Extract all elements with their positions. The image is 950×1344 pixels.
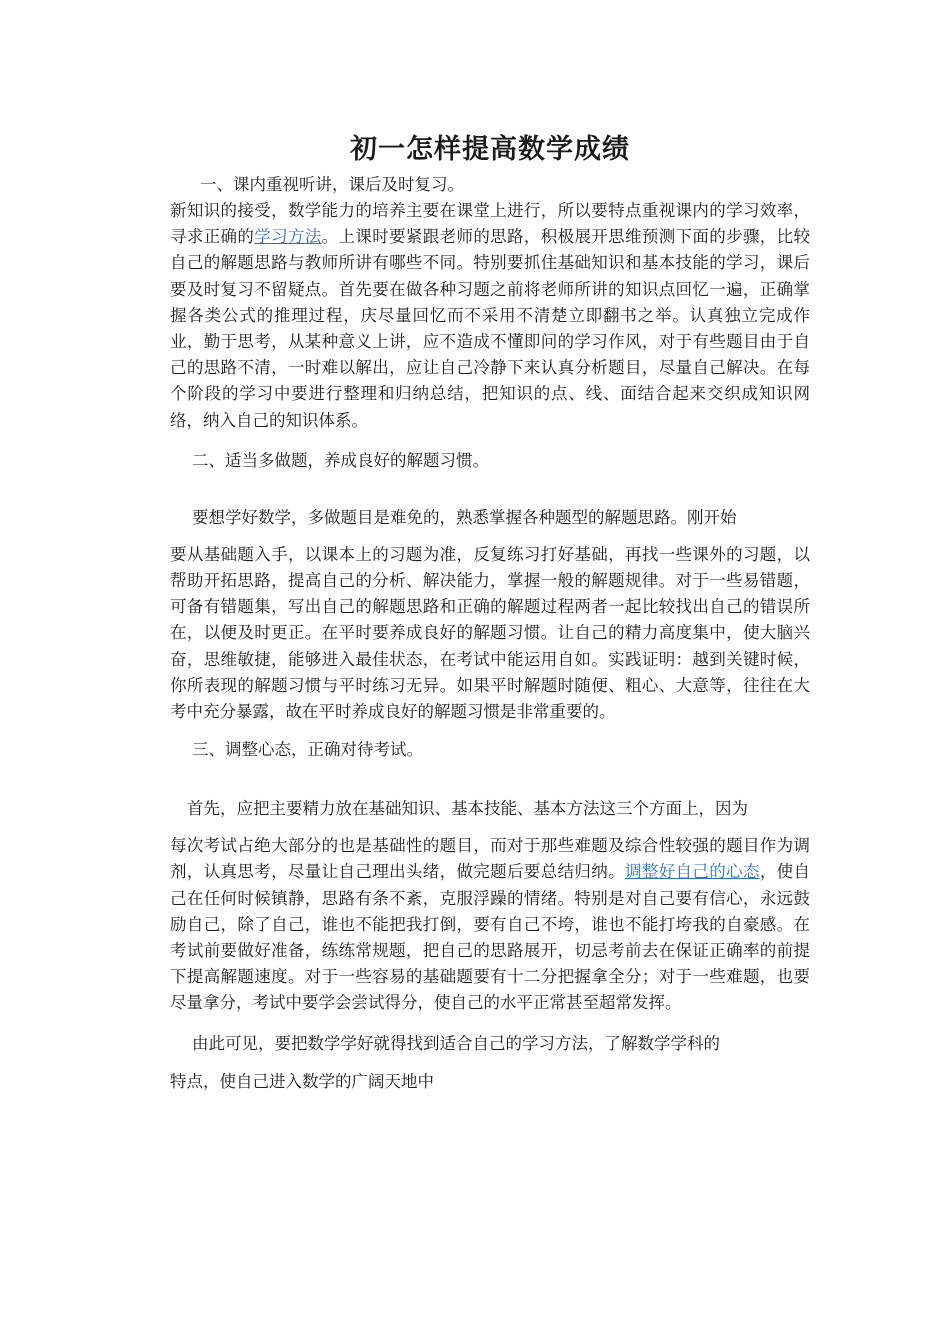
section-1-text-a: 新知识的接受，数学能力的培养主要在课堂上进行，所以要特点重视课内的学习效率，寻求正确的 [170,201,810,247]
section-3-text-a: 每次考试占绝大部分的也是基础性的题目，而对于那些难题及综合性较强的题目作为调剂，认真思考，尽量让自己理出头绪，做完题后要总结归纳。 [170,836,810,882]
conclusion-line-2: 特点，使自己进入数学的广阔天地中 [170,1071,434,1091]
section-3-heading: 三、调整心态，正确对待考试。 [192,740,423,760]
section-2-body: 要从基础题入手，以课本上的习题为准，反复练习打好基础，再找一些课外的习题，以帮助开拓思路，提高自己的分析、解决能力，掌握一般的解题规律。对于一些易错题，可备有错题集，写出自己的解题思路和正确的解题过程两者一起比较找出自己的错误所在，以便及时更正。在平时要养成良好的解题习惯。让自己的精力高度集中，使大脑兴奋，思维敏捷，能够进入最佳状态，在考试中能运用自如。实践证明：越到关键时候，你所表现的解题习惯与平时练习无异。如果平时解题时随便、粗心、大意等，往往在大考中充分暴露，故在平时养成良好的解题习惯是非常重要的。 [170,544,810,722]
section-1-body [170,198,810,434]
study-method-link[interactable]: 学习方法 [254,227,322,247]
section-2-heading: 二、适当多做题，养成良好的解题习惯。 [192,450,489,470]
section-1-heading: 一、课内重视听讲，课后及时复习。 [200,175,464,194]
section-3-text-b: ，使自己在任何时候镇静，思路有条不紊，克服浮躁的情绪。特别是对自己要有信心，永远鼓励自己，除了自己，谁也不能把我打倒，要有自己不垮，谁也不能打垮我的自豪感。在考试前要做好准备，练练常规题，把自己的思路展开，切忌考前去在保证正确率的前提下提高解题速度。对于一些容易的基础题要有十二分把握拿全分；对于一些难题，也要尽量拿分，考试中要学会尝试得分，使自己的水平正常甚至超常发挥。 [170,862,811,1013]
document-title: 初一怎样提高数学成绩 [350,134,630,165]
section-3-body [170,833,810,1016]
section-1-text-b: 。上课时要紧跟老师的思路，积极展开思维预测下面的步骤，比较自己的解题思路与教师所讲有哪些不同。特别要抓住基础知识和基本技能的学习，课后要及时复习不留疑点。首先要在做各种习题之前将老师所讲的知识点回忆一遍，正确掌握各类公式的推理过程，庆尽量回忆而不采用不清楚立即翻书之举。认真独立完成作业，勤于思考，从某种意义上讲，应不造成不懂即问的学习作风，对于有些题目由于自己的思路不清，一时难以解出，应让自己冷静下来认真分析题目，尽量自己解决。在每个阶段的学习中要进行整理和归纳总结，把知识的点、线、面结合起来交织成知识网络，纳入自己的知识体系。 [170,227,811,430]
document-page [170,128,810,1095]
section-3-first-line: 首先，应把主要精力放在基础知识、基本技能、基本方法这三个方面上，因为 [187,799,748,819]
conclusion-line-1: 由此可见，要把数学学好就得找到适合自己的学习方法，了解数学学科的 [192,1033,720,1053]
section-2-first-line: 要想学好数学，多做题目是难免的，熟悉掌握各种题型的解题思路。刚开始 [192,507,737,527]
adjust-mindset-link[interactable]: 调整好自己的心态 [625,862,760,882]
